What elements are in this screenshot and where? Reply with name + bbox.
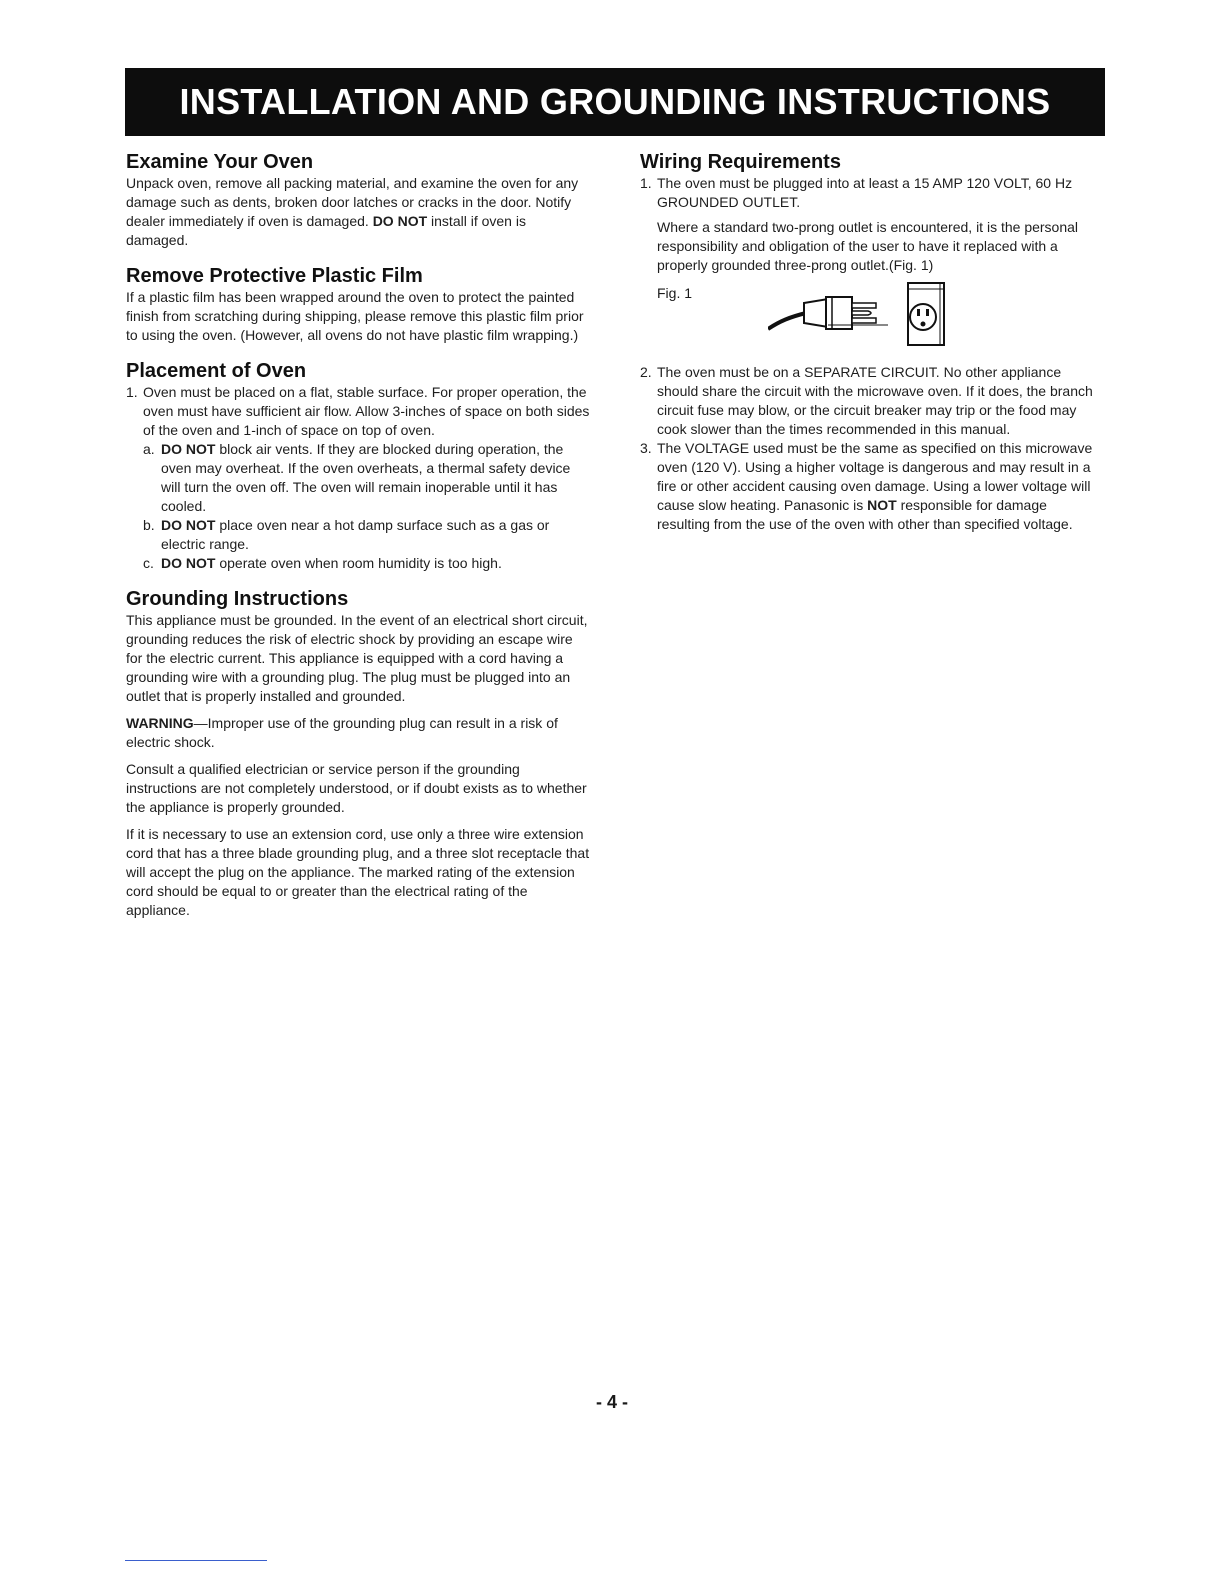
right-column: [640, 150, 1102, 540]
section-body: This appliance must be grounded. In the event of an electrical short circuit, grounding reduces the risk of electric shock by providing an escape wire for the electric current. This appliance is equipped with a cord having a grounding wire with a grounding plug. The plug must be plugged into an outlet that is properly installed and grounded.: [126, 612, 588, 704]
section-remove-film: [126, 264, 590, 345]
section-body: If a plastic film has been wrapped around the oven to protect the painted finish from scratching during shipping, please remove this plastic film prior to using the oven. (However, all ovens do not have plastic film wrapping.): [126, 289, 584, 343]
left-column: [126, 150, 590, 926]
footer-divider: [125, 1560, 267, 1561]
section-heading: Examine Your Oven: [126, 151, 314, 173]
section-body: Consult a qualified electrician or service person if the grounding instructions are not completely understood, or if doubt exists as to whether the appliance is properly grounded.: [126, 761, 587, 815]
list-item: 1. The oven must be plugged into at least a 15 AMP 120 VOLT, 60 Hz GROUNDED OUTLET.: [640, 175, 1073, 210]
three-prong-plug-and-outlet-icon: [768, 281, 968, 347]
page-title: INSTALLATION AND GROUNDING INSTRUCTIONS: [125, 68, 1105, 136]
list-item: 1. Oven must be placed on a flat, stable surface. For proper operation, the oven must have sufficient air flow. Allow 3-inches of space on both sides of the oven and 1-inch of space on top of oven.: [126, 384, 590, 438]
section-body: Unpack oven, remove all packing material, and examine the oven for any damage such as dents, broken door latches or cracks in the door. Notify dealer immediately if oven is damaged. DO NOT install if oven is damaged.: [126, 175, 579, 248]
list-item: a. DO NOT block air vents. If they are blocked during operation, the oven may overheat. If the oven overheats, a thermal safety device will turn the oven off. The oven will remain inoperable until it has cooled.: [143, 441, 571, 514]
section-body: Where a standard two-prong outlet is encountered, it is the personal responsibility and obligation of the user to have it replaced with a properly grounded three-prong outlet.(Fig. 1): [657, 219, 1079, 273]
figure-label: Fig. 1: [657, 285, 693, 301]
section-heading: Remove Protective Plastic Film: [126, 265, 423, 287]
section-heading: Wiring Requirements: [640, 151, 841, 173]
section-wiring: [640, 150, 1102, 534]
figure-1: [640, 281, 1102, 351]
list-item: c. DO NOT operate oven when room humidity is too high.: [143, 555, 502, 571]
page-number: - 4 -: [595, 1392, 628, 1412]
section-heading: Grounding Instructions: [126, 588, 349, 610]
section-placement: [126, 359, 590, 573]
list-item: 3. The VOLTAGE used must be the same as specified on this microwave oven (120 V). Using a higher voltage is dangerous and may result in a fire or other accident causing oven damage. Using a lower voltage will cause slow heating. Panasonic is NOT responsible for damage resulting from the use of the oven with other than specified voltage.: [640, 440, 1093, 532]
section-grounding: [126, 587, 590, 920]
section-examine-oven: [126, 150, 590, 250]
section-heading: Placement of Oven: [126, 360, 307, 382]
list-item: b. DO NOT place oven near a hot damp surface such as a gas or electric range.: [143, 517, 550, 552]
section-body: If it is necessary to use an extension cord, use only a three wire extension cord that has a three blade grounding plug, and a three slot receptacle that will accept the plug on the appliance. The marked rating of the extension cord should be equal to or greater than the electrical rating of the appliance.: [126, 826, 590, 918]
list-item: 2. The oven must be on a SEPARATE CIRCUIT. No other appliance should share the circuit with the microwave oven. If it does, the branch circuit fuse may blow, or the circuit breaker may trip or the food may cook slower than the times recommended in this manual.: [640, 364, 1093, 437]
warning-text: WARNING—Improper use of the grounding plug can result in a risk of electric shock.: [126, 715, 558, 750]
